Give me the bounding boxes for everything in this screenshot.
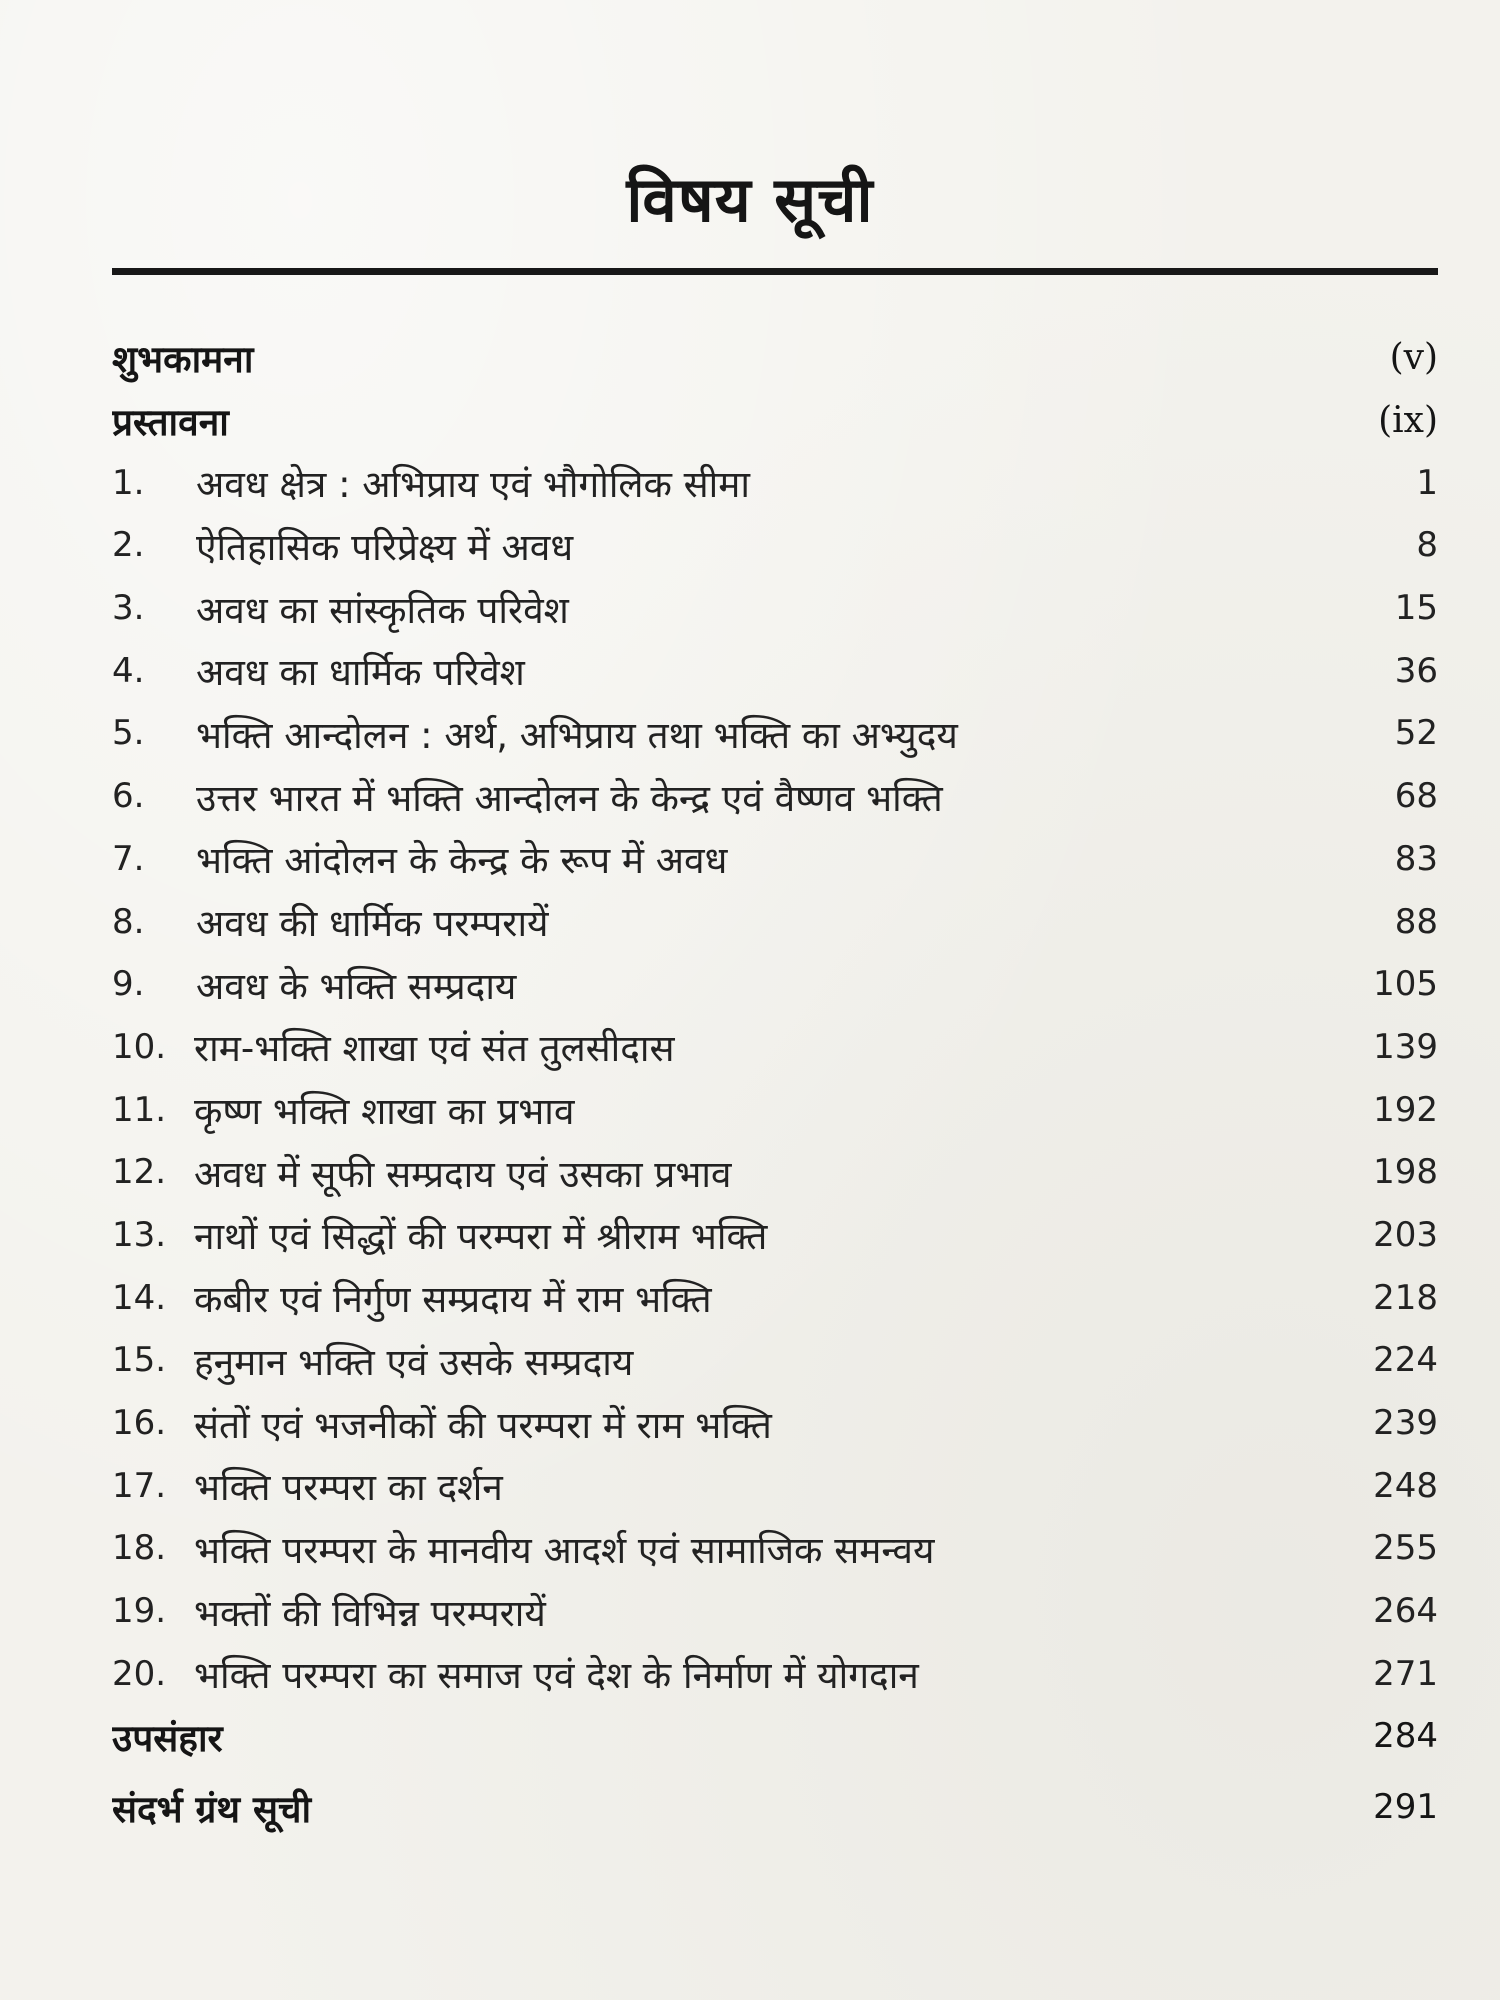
chapter-number: 1. (112, 462, 145, 503)
chapter-page: 88 (1394, 901, 1438, 942)
chapter-number: 4. (112, 650, 145, 691)
page-title: विषय सूची (626, 163, 874, 236)
toc-chapter-row (112, 1141, 1438, 1204)
chapter-title: भक्ति परम्परा के मानवीय आदर्श एवं सामाजिक समन्वय (194, 1528, 935, 1572)
chapter-number: 16. (112, 1403, 167, 1444)
chapter-title: हनुमान भक्ति एवं उसके सम्प्रदाय (194, 1340, 634, 1384)
chapter-title: भक्ति परम्परा का दर्शन (194, 1466, 503, 1510)
toc-entry-shubhkamna (112, 326, 1438, 389)
toc-chapter-row (112, 765, 1438, 828)
toc-entry-label: उपसंहार (112, 1716, 223, 1760)
chapter-number: 2. (112, 525, 145, 566)
chapter-title: अवध का सांस्कृतिक परिवेश (196, 588, 569, 632)
chapter-title: राम-भक्ति शाखा एवं संत तुलसीदास (194, 1027, 675, 1071)
chapter-page: 83 (1394, 838, 1438, 879)
chapter-title: अवध क्षेत्र : अभिप्राय एवं भौगोलिक सीमा (196, 463, 750, 507)
chapter-page: 239 (1373, 1403, 1438, 1444)
chapter-title: नाथों एवं सिद्धों की परम्परा में श्रीराम भक्ति (194, 1215, 768, 1259)
chapter-title: कबीर एवं निर्गुण सम्प्रदाय में राम भक्ति (194, 1278, 712, 1322)
toc-entry-page: (ix) (1378, 399, 1438, 441)
chapter-number: 18. (112, 1528, 167, 1569)
chapter-page: 36 (1394, 650, 1438, 691)
toc-entry-label: संदर्भ ग्रंथ सूची (112, 1787, 312, 1831)
toc-chapter-row (112, 1454, 1438, 1517)
toc-chapter-row (112, 639, 1438, 702)
toc-entry-upsanhar (112, 1705, 1438, 1768)
chapter-page: 264 (1373, 1591, 1438, 1632)
toc-chapter-row (112, 451, 1438, 514)
chapter-number: 3. (112, 588, 145, 629)
chapter-number: 13. (112, 1214, 167, 1255)
toc-entry-label: प्रस्तावना (112, 400, 229, 444)
chapter-title: ऐतिहासिक परिप्रेक्ष्य में अवध (196, 525, 574, 569)
toc-chapter-row (112, 1580, 1438, 1643)
toc-entry-page: (v) (1389, 336, 1438, 378)
toc-entry-label: शुभकामना (112, 337, 254, 381)
chapter-title: कृष्ण भक्ति शाखा का प्रभाव (194, 1090, 575, 1134)
toc-chapter-row (112, 1204, 1438, 1267)
toc-chapter-row (112, 1392, 1438, 1455)
chapter-number: 8. (112, 901, 145, 942)
chapter-page: 192 (1373, 1089, 1438, 1130)
chapter-page: 68 (1394, 776, 1438, 817)
chapter-number: 20. (112, 1653, 167, 1694)
toc-entry-page: 291 (1373, 1787, 1438, 1828)
chapter-page: 218 (1373, 1277, 1438, 1318)
chapter-page: 224 (1373, 1340, 1438, 1381)
toc-chapter-row (112, 1329, 1438, 1392)
chapter-number: 11. (112, 1089, 167, 1130)
chapter-number: 7. (112, 838, 145, 879)
toc-chapter-row (112, 577, 1438, 640)
toc-chapter-row (112, 1266, 1438, 1329)
chapter-title: अवध में सूफी सम्प्रदाय एवं उसका प्रभाव (194, 1152, 732, 1196)
chapter-number: 6. (112, 776, 145, 817)
toc-chapter-row (112, 890, 1438, 953)
chapter-title: भक्तों की विभिन्न परम्परायें (194, 1591, 546, 1635)
toc-entry-page: 284 (1373, 1716, 1438, 1757)
chapter-title: भक्ति परम्परा का समाज एवं देश के निर्माण में योगदान (194, 1654, 919, 1698)
toc-chapter-row (112, 1016, 1438, 1079)
chapter-page: 255 (1373, 1528, 1438, 1569)
toc-chapter-row (112, 953, 1438, 1016)
toc-chapter-row (112, 1078, 1438, 1141)
chapter-number: 17. (112, 1465, 167, 1506)
chapter-page: 139 (1373, 1026, 1438, 1067)
toc-chapter-row (112, 1642, 1438, 1705)
toc-entry-bibliography (112, 1776, 1438, 1839)
toc-chapter-row (112, 1517, 1438, 1580)
chapter-number: 14. (112, 1277, 167, 1318)
chapter-page: 15 (1394, 588, 1438, 629)
chapter-title: अवध का धार्मिक परिवेश (196, 651, 525, 695)
chapter-page: 248 (1373, 1465, 1438, 1506)
chapter-title: अवध के भक्ति सम्प्रदाय (196, 964, 517, 1008)
chapter-title: अवध की धार्मिक परम्परायें (196, 902, 549, 946)
chapter-number: 5. (112, 713, 145, 754)
chapter-number: 15. (112, 1340, 167, 1381)
chapter-page: 52 (1394, 713, 1438, 754)
chapter-page: 271 (1373, 1653, 1438, 1694)
chapter-title: उत्तर भारत में भक्ति आन्दोलन के केन्द्र एवं वैष्णव भक्ति (196, 776, 943, 820)
toc-chapter-row (112, 828, 1438, 891)
chapter-title: भक्ति आन्दोलन : अर्थ, अभिप्राय तथा भक्ति का अभ्युदय (196, 713, 958, 757)
chapter-page: 198 (1373, 1152, 1438, 1193)
chapter-number: 19. (112, 1591, 167, 1632)
chapter-number: 12. (112, 1152, 167, 1193)
toc-entry-prastavana (112, 389, 1438, 452)
table-of-contents (112, 326, 1438, 1839)
chapter-page: 203 (1373, 1214, 1438, 1255)
chapter-title: भक्ति आंदोलन के केन्द्र के रूप में अवध (196, 839, 728, 883)
chapter-number: 9. (112, 964, 145, 1005)
chapter-title: संतों एवं भजनीकों की परम्परा में राम भक्ति (194, 1403, 772, 1447)
title-divider (112, 268, 1438, 275)
chapter-page: 8 (1416, 525, 1438, 566)
toc-chapter-row (112, 514, 1438, 577)
toc-chapter-row (112, 702, 1438, 765)
chapter-number: 10. (112, 1026, 167, 1067)
chapter-page: 105 (1373, 964, 1438, 1005)
chapter-page: 1 (1416, 462, 1438, 503)
